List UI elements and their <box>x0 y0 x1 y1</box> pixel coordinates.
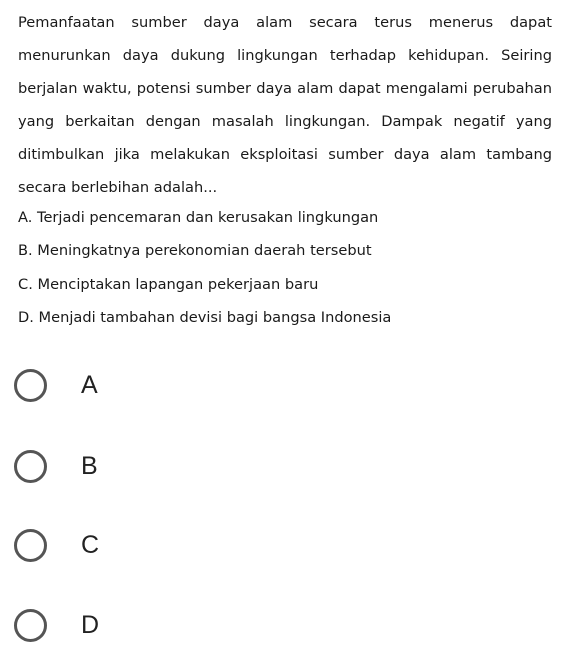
option-letter: D. <box>18 308 34 326</box>
radio-button-icon[interactable] <box>14 609 47 642</box>
option-letter: A. <box>18 209 33 226</box>
answer-choice-a[interactable] <box>14 364 98 406</box>
option-text: Menciptakan lapangan pekerjaan baru <box>37 275 319 293</box>
option-letter: B. <box>18 242 33 260</box>
answer-label: D <box>81 611 100 639</box>
answer-label: C <box>81 531 100 559</box>
question-text: Pemanfaatan sumber daya alam secara terus menerus dapat menurunkan daya dukung lingkungan terhadap kehidupan. Seiring berjalan waktu, potensi sumber daya alam dapat mengalami perubahan yang berkaitan dengan masalah lingkungan. Dampak negatif yang ditimbulkan jika melakukan eksploitasi sumber daya alam tambang secara berlebihan adalah... <box>18 14 552 196</box>
option-a <box>18 201 558 234</box>
radio-button-icon[interactable] <box>14 529 47 562</box>
answer-label: A <box>81 371 98 399</box>
answer-choice-c[interactable] <box>14 524 99 566</box>
answer-choice-b[interactable] <box>14 445 98 487</box>
option-text: Terjadi pencemaran dan kerusakan lingkungan <box>37 209 379 226</box>
option-c <box>18 268 558 301</box>
option-text: Meningkatnya perekonomian daerah tersebut <box>37 242 372 260</box>
answer-label: B <box>81 452 98 480</box>
radio-button-icon[interactable] <box>14 450 47 483</box>
option-text: Menjadi tambahan devisi bagi bangsa Indonesia <box>38 308 392 326</box>
radio-button-icon[interactable] <box>14 369 47 402</box>
option-letter: C. <box>18 275 33 293</box>
option-b <box>18 234 558 267</box>
answer-choice-d[interactable] <box>14 604 99 646</box>
option-list <box>18 201 558 334</box>
option-d <box>18 301 558 334</box>
